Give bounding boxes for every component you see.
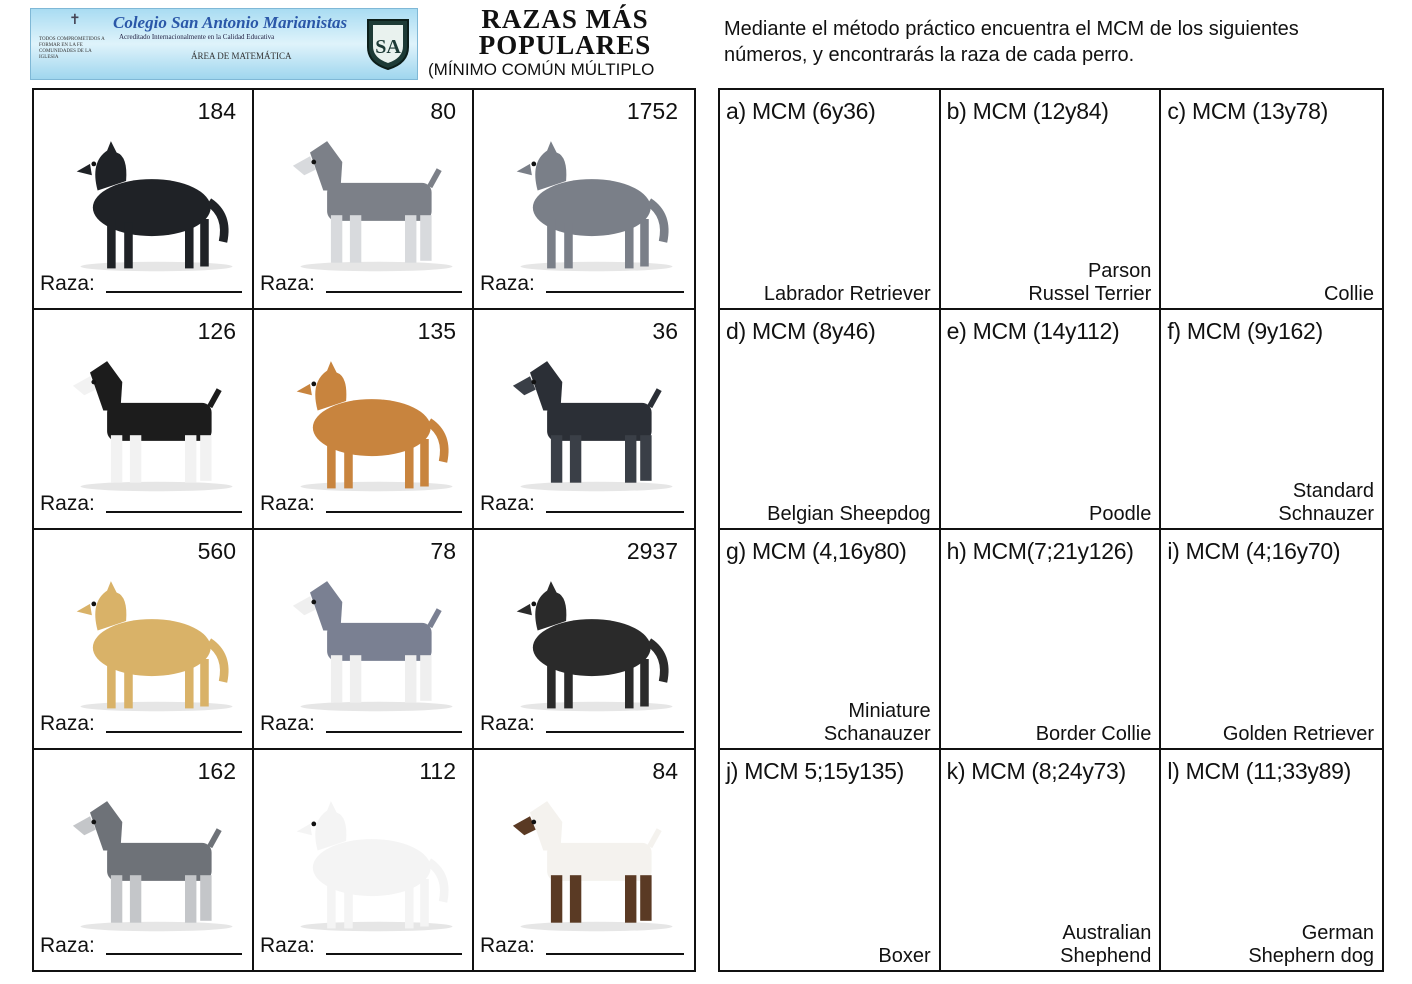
answer-line[interactable]	[106, 511, 242, 513]
school-name: Colegio San Antonio Marianistas	[113, 13, 348, 32]
dog-card	[474, 530, 694, 750]
dog-number: 80	[430, 98, 456, 124]
dog-card	[474, 750, 694, 970]
dog-illustration-icon	[492, 120, 682, 280]
dog-number: 2937	[626, 538, 678, 564]
mcm-problem-label: c) MCM (13y78)	[1167, 98, 1328, 124]
dog-card	[254, 310, 474, 530]
raza-label: Raza:	[260, 712, 315, 735]
answer-line[interactable]	[546, 731, 684, 733]
dog-illustration-icon	[52, 560, 242, 720]
mcm-grid	[718, 88, 1384, 972]
mcm-problem-cell	[941, 90, 1162, 310]
page-title	[430, 6, 700, 58]
breed-name: Parson Russel Terrier	[1028, 260, 1152, 305]
mcm-problem-label: j) MCM 5;15y135)	[726, 758, 904, 784]
dog-number: 162	[197, 758, 236, 784]
dog-card	[34, 310, 254, 530]
answer-line[interactable]	[546, 953, 684, 955]
dog-illustration-icon	[272, 340, 462, 500]
raza-label: Raza:	[40, 712, 95, 735]
raza-label: Raza:	[480, 712, 535, 735]
breed-name: Standard Schnauzer	[1278, 480, 1374, 525]
dog-illustration-icon	[52, 340, 242, 500]
school-shield-icon	[365, 17, 411, 71]
dog-illustration-icon	[272, 560, 462, 720]
mcm-problem-label: b) MCM (12y84)	[946, 98, 1109, 124]
dog-card	[34, 750, 254, 970]
answer-line[interactable]	[546, 291, 684, 293]
dog-card	[474, 90, 694, 310]
dog-card	[254, 750, 474, 970]
dog-grid	[32, 88, 696, 972]
school-motto: TODOS COMPROMETIDOS A FORMAR EN LA FE COMUNIDADES DE LA IGLESIA	[39, 37, 105, 60]
answer-line[interactable]	[106, 731, 242, 733]
dog-illustration-icon	[52, 780, 242, 940]
dog-illustration-icon	[52, 120, 242, 280]
page-subtitle: (MÍNIMO COMÚN MÚLTIPLO	[428, 60, 655, 79]
raza-label: Raza:	[260, 492, 315, 515]
breed-name: German Shephern dog	[1248, 922, 1374, 967]
mcm-problem-label: g) MCM (4,16y80)	[726, 538, 907, 564]
mcm-problem-cell	[720, 310, 941, 530]
breed-name: Collie	[1323, 283, 1374, 305]
dog-card	[474, 310, 694, 530]
dog-number: 126	[197, 318, 236, 344]
title-line-1: RAZAS MÁS	[481, 4, 649, 34]
answer-line[interactable]	[106, 291, 242, 293]
mcm-problem-cell	[720, 90, 941, 310]
dog-number: 1752	[626, 98, 678, 124]
dog-number: 84	[652, 758, 678, 784]
mcm-problem-label: e) MCM (14y112)	[946, 318, 1120, 344]
answer-line[interactable]	[326, 953, 462, 955]
raza-label: Raza:	[480, 272, 535, 295]
raza-label: Raza:	[480, 934, 535, 957]
mcm-problem-label: h) MCM(7;21y126)	[946, 538, 1134, 564]
breed-name: Australian Shephend	[1060, 922, 1152, 967]
school-subtitle: Acreditado Internacionalmente en la Calidad Educativa	[119, 33, 275, 41]
mcm-problem-cell	[720, 750, 941, 970]
dog-number: 184	[197, 98, 236, 124]
mcm-problem-cell	[1161, 750, 1382, 970]
answer-line[interactable]	[326, 291, 462, 293]
breed-name: Belgian Sheepdog	[767, 503, 931, 525]
mcm-problem-label: k) MCM (8;24y73)	[946, 758, 1126, 784]
mcm-problem-cell	[1161, 310, 1382, 530]
mcm-problem-cell	[1161, 90, 1382, 310]
raza-label: Raza:	[40, 272, 95, 295]
mcm-problem-label: d) MCM (8y46)	[726, 318, 876, 344]
raza-label: Raza:	[40, 934, 95, 957]
mcm-problem-cell	[941, 530, 1162, 750]
mcm-problem-label: f) MCM (9y162)	[1167, 318, 1323, 344]
breed-name: Labrador Retriever	[763, 283, 931, 305]
dog-number: 135	[417, 318, 456, 344]
dog-illustration-icon	[492, 780, 682, 940]
dog-illustration-icon	[492, 560, 682, 720]
dog-illustration-icon	[272, 780, 462, 940]
dog-illustration-icon	[492, 340, 682, 500]
answer-line[interactable]	[326, 511, 462, 513]
mcm-problem-label: l) MCM (11;33y89)	[1167, 758, 1351, 784]
breed-name: Border Collie	[1035, 723, 1152, 745]
dog-number: 112	[419, 758, 456, 784]
raza-label: Raza:	[260, 934, 315, 957]
dog-number: 78	[430, 538, 456, 564]
mcm-problem-cell	[1161, 530, 1382, 750]
dog-number: 36	[652, 318, 678, 344]
answer-line[interactable]	[326, 731, 462, 733]
mcm-problem-cell	[941, 310, 1162, 530]
title-line-2: POPULARES	[478, 30, 652, 60]
dog-card	[254, 90, 474, 310]
mcm-problem-cell	[720, 530, 941, 750]
area-label: ÁREA DE MATEMÁTICA	[191, 51, 292, 61]
dog-card	[254, 530, 474, 750]
shield-letters: SA	[375, 36, 401, 58]
raza-label: Raza:	[40, 492, 95, 515]
breed-name: Boxer	[878, 945, 931, 967]
cross-icon: ✝	[69, 11, 81, 27]
breed-name: Poodle	[1089, 503, 1152, 525]
dog-card	[34, 530, 254, 750]
instructions: Mediante el método práctico encuentra el MCM de los siguientes números, y encontrarás la raza de cada perro.	[724, 18, 1299, 66]
mcm-problem-label: a) MCM (6y36)	[726, 98, 876, 124]
raza-label: Raza:	[480, 492, 535, 515]
raza-label: Raza:	[260, 272, 315, 295]
school-banner	[30, 8, 418, 80]
answer-line[interactable]	[546, 511, 684, 513]
mcm-problem-cell	[941, 750, 1162, 970]
breed-name: Miniature Schanauzer	[823, 700, 931, 745]
dog-card	[34, 90, 254, 310]
dog-illustration-icon	[272, 120, 462, 280]
mcm-problem-label: i) MCM (4;16y70)	[1167, 538, 1341, 564]
dog-number: 560	[197, 538, 236, 564]
breed-name: Golden Retriever	[1222, 723, 1374, 745]
answer-line[interactable]	[106, 953, 242, 955]
